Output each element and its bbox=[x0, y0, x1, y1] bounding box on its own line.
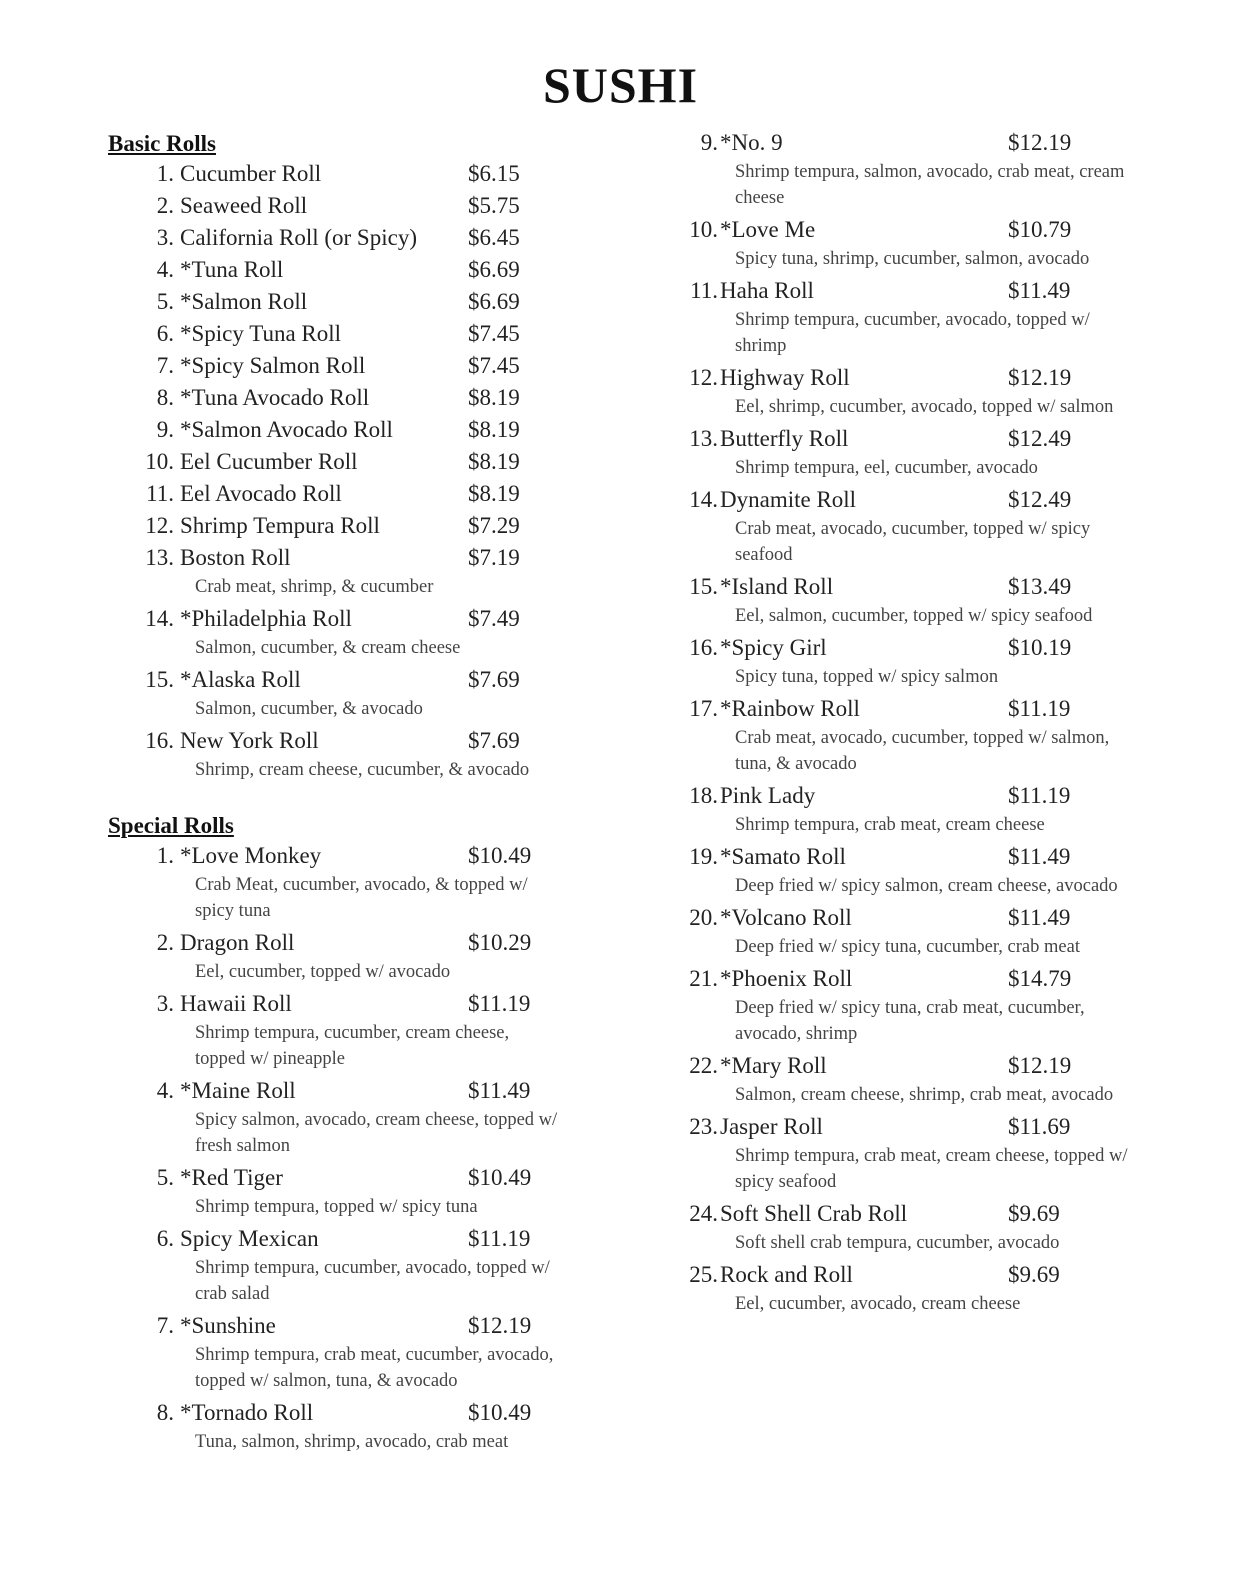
menu-item-price: $6.69 bbox=[468, 257, 520, 282]
menu-item-line bbox=[108, 725, 578, 757]
menu-item-name: Boston Roll bbox=[180, 545, 291, 570]
menu-item-name: *Samato Roll bbox=[720, 844, 846, 869]
menu-item-line bbox=[108, 1223, 578, 1255]
menu-item bbox=[690, 963, 1130, 1050]
menu-item-name: Rock and Roll bbox=[720, 1262, 853, 1287]
menu-item-line bbox=[690, 1198, 1130, 1230]
menu-item-description: Crab meat, avocado, cucumber, topped w/ spicy seafood bbox=[735, 519, 1091, 565]
menu-item-name: Shrimp Tempura Roll bbox=[180, 513, 380, 538]
menu-item bbox=[108, 382, 578, 414]
menu-item-name: Dragon Roll bbox=[180, 930, 295, 955]
menu-item bbox=[690, 1198, 1130, 1259]
menu-item bbox=[690, 214, 1130, 275]
menu-item-line bbox=[690, 1111, 1130, 1143]
menu-item bbox=[108, 603, 578, 664]
menu-item-line bbox=[108, 927, 578, 959]
menu-item bbox=[108, 988, 578, 1075]
menu-item-number: 11. bbox=[146, 481, 174, 506]
menu-item bbox=[108, 190, 578, 222]
menu-item-description: Crab Meat, cucumber, avocado, & topped w/ spicy tuna bbox=[195, 875, 528, 921]
menu-item-line bbox=[108, 318, 578, 350]
menu-item-line bbox=[108, 603, 578, 635]
menu-item bbox=[690, 423, 1130, 484]
menu-item bbox=[108, 542, 578, 603]
menu-item-description: Salmon, cucumber, & avocado bbox=[195, 699, 423, 719]
menu-item-price: $9.69 bbox=[1008, 1201, 1060, 1226]
menu-item-number: 8. bbox=[156, 1400, 174, 1425]
menu-item-line bbox=[108, 542, 578, 574]
menu-item-description: Shrimp tempura, crab meat, cream cheese bbox=[735, 815, 1045, 835]
menu-item-name: *Phoenix Roll bbox=[720, 966, 853, 991]
menu-item-number: 20. bbox=[689, 905, 718, 930]
menu-item-description: Spicy salmon, avocado, cream cheese, topped w/ fresh salmon bbox=[195, 1110, 558, 1156]
menu-item-number: 12. bbox=[145, 513, 174, 538]
menu-item-number: 22. bbox=[689, 1053, 718, 1078]
menu-item-price: $11.69 bbox=[1008, 1114, 1071, 1139]
menu-item-number: 9. bbox=[156, 417, 174, 442]
menu-item-name: *Spicy Tuna Roll bbox=[180, 321, 342, 346]
menu-item-number: 5. bbox=[156, 289, 174, 314]
menu-item-line bbox=[690, 214, 1130, 246]
menu-item-description: Salmon, cream cheese, shrimp, crab meat, avocado bbox=[735, 1085, 1114, 1105]
menu-item-number: 12. bbox=[689, 365, 718, 390]
menu-item-description: Deep fried w/ spicy salmon, cream cheese, avocado bbox=[735, 876, 1118, 896]
menu-item-description: Deep fried w/ spicy tuna, crab meat, cucumber, avocado, shrimp bbox=[735, 998, 1085, 1044]
menu-item-number: 17. bbox=[689, 696, 718, 721]
menu-item-price: $9.69 bbox=[1008, 1262, 1060, 1287]
menu-item-name: *Tornado Roll bbox=[180, 1400, 314, 1425]
menu-item bbox=[108, 1075, 578, 1162]
menu-title: SUSHI bbox=[542, 57, 699, 113]
menu-item-line bbox=[108, 1310, 578, 1342]
menu-item bbox=[108, 222, 578, 254]
menu-item bbox=[690, 571, 1130, 632]
menu-item-price: $10.49 bbox=[468, 843, 532, 868]
menu-item-number: 10. bbox=[145, 449, 174, 474]
menu-item bbox=[690, 275, 1130, 362]
menu-item-name: Dynamite Roll bbox=[720, 487, 857, 512]
menu-item-line bbox=[108, 1397, 578, 1429]
menu-item-number: 23. bbox=[689, 1114, 718, 1139]
menu-item-line bbox=[108, 254, 578, 286]
menu-item-description: Crab meat, shrimp, & cucumber bbox=[195, 577, 434, 597]
menu-item-name: *No. 9 bbox=[720, 130, 783, 155]
menu-item-price: $10.29 bbox=[468, 930, 532, 955]
menu-item-number: 4. bbox=[156, 1078, 174, 1103]
menu-item-name: *Sunshine bbox=[180, 1313, 276, 1338]
menu-item-line bbox=[108, 510, 578, 542]
menu-item-line bbox=[690, 693, 1130, 725]
menu-item-line bbox=[690, 780, 1130, 812]
menu-item-name: Butterfly Roll bbox=[720, 426, 849, 451]
menu-item-number: 8. bbox=[156, 385, 174, 410]
menu-item-line bbox=[108, 1162, 578, 1194]
menu-item-line bbox=[108, 664, 578, 696]
menu-item-price: $11.49 bbox=[1008, 278, 1071, 303]
menu-item-line bbox=[108, 350, 578, 382]
menu-item-line bbox=[690, 362, 1130, 394]
menu-item-price: $10.19 bbox=[1008, 635, 1072, 660]
menu-item bbox=[108, 254, 578, 286]
menu-item-description: Shrimp tempura, cucumber, cream cheese, topped w/ pineapple bbox=[195, 1023, 510, 1069]
menu-item-number: 19. bbox=[689, 844, 718, 869]
menu-item bbox=[108, 1397, 578, 1458]
menu-item-number: 18. bbox=[689, 783, 718, 808]
menu-item-line bbox=[690, 423, 1130, 455]
menu-item-number: 14. bbox=[689, 487, 718, 512]
menu-item-description: Salmon, cucumber, & cream cheese bbox=[195, 638, 461, 658]
menu-item-description: Eel, salmon, cucumber, topped w/ spicy seafood bbox=[735, 606, 1093, 626]
menu-item-price: $7.29 bbox=[468, 513, 520, 538]
menu-item-price: $11.49 bbox=[468, 1078, 531, 1103]
menu-item bbox=[690, 484, 1130, 571]
menu-item-price: $12.19 bbox=[468, 1313, 532, 1338]
menu-item-price: $10.49 bbox=[468, 1165, 532, 1190]
menu-item-name: *Rainbow Roll bbox=[720, 696, 860, 721]
menu-item-name: Pink Lady bbox=[720, 783, 816, 808]
menu-item-number: 13. bbox=[689, 426, 718, 451]
menu-item-line bbox=[108, 222, 578, 254]
menu-item-number: 11. bbox=[690, 278, 718, 303]
menu-item-price: $8.19 bbox=[468, 449, 520, 474]
menu-item-price: $11.19 bbox=[468, 991, 531, 1016]
basic-rolls-heading: Basic Rolls bbox=[108, 131, 216, 156]
menu-item-number: 21. bbox=[689, 966, 718, 991]
menu-item bbox=[108, 286, 578, 318]
menu-item bbox=[690, 693, 1130, 780]
menu-item-number: 14. bbox=[145, 606, 174, 631]
menu-item-name: Seaweed Roll bbox=[180, 193, 308, 218]
menu-item-name: *Salmon Avocado Roll bbox=[180, 417, 393, 442]
menu-item-description: Deep fried w/ spicy tuna, cucumber, crab meat bbox=[735, 937, 1080, 957]
menu-item bbox=[108, 927, 578, 988]
menu-item-price: $7.49 bbox=[468, 606, 520, 631]
menu-item-number: 16. bbox=[145, 728, 174, 753]
menu-item-name: Eel Cucumber Roll bbox=[180, 449, 358, 474]
menu-item bbox=[108, 664, 578, 725]
menu-item-price: $11.49 bbox=[1008, 844, 1071, 869]
menu-item-price: $12.19 bbox=[1008, 365, 1072, 390]
menu-item bbox=[690, 1111, 1130, 1198]
menu-item bbox=[690, 127, 1130, 214]
menu-item-line bbox=[690, 841, 1130, 873]
menu-item-number: 6. bbox=[156, 321, 174, 346]
menu-item-description: Soft shell crab tempura, cucumber, avocado bbox=[735, 1233, 1060, 1253]
menu-item-description: Tuna, salmon, shrimp, avocado, crab meat bbox=[195, 1432, 509, 1452]
menu-item-description: Shrimp tempura, cucumber, avocado, topped w/ crab salad bbox=[195, 1258, 550, 1304]
menu-item-description: Shrimp, cream cheese, cucumber, & avocado bbox=[195, 760, 530, 780]
menu-item-price: $13.49 bbox=[1008, 574, 1072, 599]
basic-rolls-list bbox=[108, 158, 578, 786]
menu-item-line bbox=[108, 382, 578, 414]
menu-item-price: $7.45 bbox=[468, 321, 520, 346]
menu-item-price: $12.19 bbox=[1008, 130, 1072, 155]
menu-item-number: 1. bbox=[156, 161, 174, 186]
menu-item-description: Shrimp tempura, crab meat, cucumber, avocado, topped w/ salmon, tuna, & avocado bbox=[195, 1345, 554, 1391]
menu-item bbox=[108, 725, 578, 786]
menu-item bbox=[108, 1310, 578, 1397]
menu-item-line bbox=[108, 478, 578, 510]
menu-item bbox=[108, 414, 578, 446]
menu-item-name: Soft Shell Crab Roll bbox=[720, 1201, 908, 1226]
menu-item-line bbox=[108, 446, 578, 478]
menu-item-price: $6.45 bbox=[468, 225, 520, 250]
menu-item bbox=[108, 446, 578, 478]
menu-item-number: 1. bbox=[156, 843, 174, 868]
menu-item bbox=[690, 1259, 1130, 1320]
menu-item-description: Eel, shrimp, cucumber, avocado, topped w/ salmon bbox=[735, 397, 1114, 417]
menu-item-line bbox=[690, 963, 1130, 995]
menu-item-number: 2. bbox=[156, 930, 174, 955]
menu-item-description: Shrimp tempura, topped w/ spicy tuna bbox=[195, 1197, 478, 1217]
menu-item-line bbox=[108, 414, 578, 446]
menu-item-description: Spicy tuna, shrimp, cucumber, salmon, avocado bbox=[735, 249, 1090, 269]
menu-item-number: 3. bbox=[156, 225, 174, 250]
menu-item-name: California Roll (or Spicy) bbox=[180, 225, 417, 250]
menu-item-number: 10. bbox=[689, 217, 718, 242]
menu-item-name: *Mary Roll bbox=[720, 1053, 827, 1078]
menu-item-number: 9. bbox=[700, 130, 718, 155]
menu-item-number: 16. bbox=[689, 635, 718, 660]
menu-item-number: 24. bbox=[689, 1201, 718, 1226]
menu-item bbox=[690, 632, 1130, 693]
menu-item-line bbox=[690, 1050, 1130, 1082]
menu-item-line bbox=[690, 1259, 1130, 1291]
menu-item-line bbox=[690, 632, 1130, 664]
menu-item-line bbox=[690, 902, 1130, 934]
menu-item bbox=[108, 1223, 578, 1310]
menu-item bbox=[690, 841, 1130, 902]
menu-item-name: Cucumber Roll bbox=[180, 161, 322, 186]
menu-item-name: *Spicy Salmon Roll bbox=[180, 353, 366, 378]
menu-item-line bbox=[108, 158, 578, 190]
menu-item-name: *Love Monkey bbox=[180, 843, 322, 868]
menu-item-name: Haha Roll bbox=[720, 278, 814, 303]
menu-item-number: 5. bbox=[156, 1165, 174, 1190]
menu-item-price: $8.19 bbox=[468, 417, 520, 442]
menu-item-number: 4. bbox=[156, 257, 174, 282]
menu-item-number: 2. bbox=[156, 193, 174, 218]
menu-item-price: $11.19 bbox=[1008, 783, 1071, 808]
menu-item-name: *Red Tiger bbox=[180, 1165, 283, 1190]
menu-item-description: Eel, cucumber, topped w/ avocado bbox=[195, 962, 451, 982]
menu-item bbox=[108, 510, 578, 542]
menu-item bbox=[690, 780, 1130, 841]
menu-item-price: $10.49 bbox=[468, 1400, 532, 1425]
menu-item-line bbox=[108, 190, 578, 222]
menu-item-number: 6. bbox=[156, 1226, 174, 1251]
menu-item bbox=[690, 362, 1130, 423]
menu-item-price: $10.79 bbox=[1008, 217, 1072, 242]
menu-item-line bbox=[108, 1075, 578, 1107]
special-rolls-list-left bbox=[108, 840, 578, 1458]
menu-item-description: Eel, cucumber, avocado, cream cheese bbox=[735, 1294, 1021, 1314]
menu-item-price: $8.19 bbox=[468, 481, 520, 506]
menu-item-description: Shrimp tempura, eel, cucumber, avocado bbox=[735, 458, 1038, 478]
menu-item-name: *Volcano Roll bbox=[720, 905, 852, 930]
menu-item-number: 3. bbox=[156, 991, 174, 1016]
menu-item-line bbox=[690, 484, 1130, 516]
menu-item-line bbox=[690, 127, 1130, 159]
menu-item-description: Crab meat, avocado, cucumber, topped w/ salmon, tuna, & avocado bbox=[735, 728, 1110, 774]
menu-item-price: $8.19 bbox=[468, 385, 520, 410]
menu-item bbox=[108, 318, 578, 350]
menu-item-name: Jasper Roll bbox=[720, 1114, 823, 1139]
special-rolls-list-right bbox=[690, 127, 1130, 1320]
menu-item bbox=[108, 1162, 578, 1223]
menu-item-number: 7. bbox=[156, 353, 174, 378]
menu-item-price: $12.49 bbox=[1008, 487, 1072, 512]
menu-item bbox=[108, 478, 578, 510]
menu-item-line bbox=[108, 286, 578, 318]
menu-item-name: Hawaii Roll bbox=[180, 991, 292, 1016]
menu-item bbox=[108, 350, 578, 382]
menu-item-line bbox=[108, 840, 578, 872]
menu-item-number: 13. bbox=[145, 545, 174, 570]
menu-item-name: *Alaska Roll bbox=[180, 667, 301, 692]
menu-item-price: $11.49 bbox=[1008, 905, 1071, 930]
menu-item-line bbox=[690, 275, 1130, 307]
menu-item-number: 7. bbox=[156, 1313, 174, 1338]
menu-item-description: Shrimp tempura, cucumber, avocado, topped w/ shrimp bbox=[735, 310, 1090, 356]
menu-item-description: Shrimp tempura, salmon, avocado, crab meat, cream cheese bbox=[735, 162, 1125, 208]
menu-item-price: $5.75 bbox=[468, 193, 520, 218]
menu-item bbox=[690, 1050, 1130, 1111]
menu-item-name: *Island Roll bbox=[720, 574, 834, 599]
menu-item-number: 25. bbox=[689, 1262, 718, 1287]
menu-item-name: Spicy Mexican bbox=[180, 1226, 319, 1251]
menu-item-price: $6.69 bbox=[468, 289, 520, 314]
menu-item bbox=[108, 158, 578, 190]
menu-item-name: *Philadelphia Roll bbox=[180, 606, 352, 631]
menu-item-name: Highway Roll bbox=[720, 365, 850, 390]
menu-item-price: $12.49 bbox=[1008, 426, 1072, 451]
menu-item-name: *Maine Roll bbox=[180, 1078, 296, 1103]
menu-item-number: 15. bbox=[145, 667, 174, 692]
menu-item-price: $7.69 bbox=[468, 728, 520, 753]
menu-item-name: New York Roll bbox=[180, 728, 319, 753]
menu-item bbox=[108, 840, 578, 927]
menu-item-price: $6.15 bbox=[468, 161, 520, 186]
special-rolls-heading: Special Rolls bbox=[108, 813, 234, 838]
menu-item-line bbox=[690, 571, 1130, 603]
menu-item-price: $11.19 bbox=[468, 1226, 531, 1251]
menu-item-number: 15. bbox=[689, 574, 718, 599]
menu-item-price: $14.79 bbox=[1008, 966, 1072, 991]
menu-item-name: *Tuna Roll bbox=[180, 257, 284, 282]
menu-item-name: *Spicy Girl bbox=[720, 635, 827, 660]
menu-item bbox=[690, 902, 1130, 963]
menu-item-description: Spicy tuna, topped w/ spicy salmon bbox=[735, 667, 999, 687]
menu-item-name: *Love Me bbox=[720, 217, 816, 242]
menu-item-line bbox=[108, 988, 578, 1020]
menu-item-price: $7.69 bbox=[468, 667, 520, 692]
menu-item-name: Eel Avocado Roll bbox=[180, 481, 342, 506]
menu-item-price: $11.19 bbox=[1008, 696, 1071, 721]
menu-item-name: *Salmon Roll bbox=[180, 289, 308, 314]
menu-item-price: $7.19 bbox=[468, 545, 520, 570]
menu-item-price: $7.45 bbox=[468, 353, 520, 378]
menu-item-price: $12.19 bbox=[1008, 1053, 1072, 1078]
menu-item-description: Shrimp tempura, crab meat, cream cheese, topped w/ spicy seafood bbox=[735, 1146, 1128, 1192]
menu-item-name: *Tuna Avocado Roll bbox=[180, 385, 370, 410]
